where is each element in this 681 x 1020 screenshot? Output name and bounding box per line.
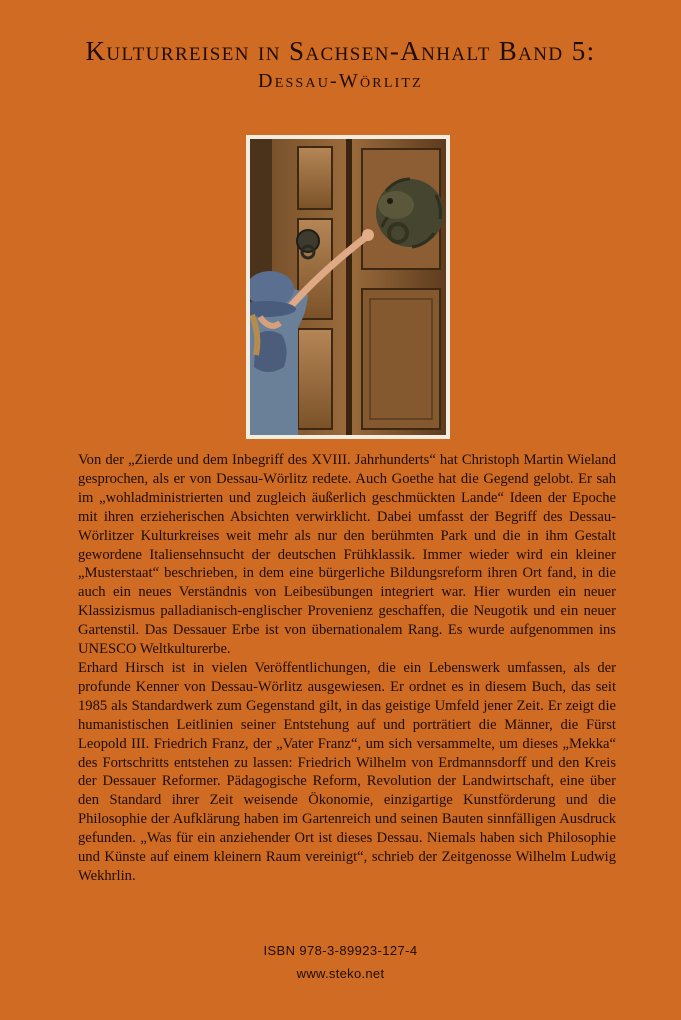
blurb-paragraph-1: Von der „Zierde und dem Inbegriff des XVIII. Jahrhunderts“ hat Christoph Martin Wieland gesprochen, als er von Dessau-Wörlitz redete. Auch Goethe hat die Gegend gelobt. Er sah im „wohladministrierten und zugleich äußerlich geschmückten Lande“ Ideen der Epoche mit ihren erzieherischen Absichten verwirklicht. Dabei umfasst der Begriff des Dessau-Wörlitzer Kulturkreises weit mehr als nur den berühmten Park und die in ihm Gestalt gewordene Italiensehnsucht der deutschen Frühklassik. Immer wieder wird ein kleiner „Musterstaat“ beschrieben, in dem eine bürgerliche Bildungsreform ihren Ort fand, in die auch ein neues Verständnis von Leibesübungen integriert war. Hier wurden ein neuer Klassizismus palladianisch-englischer Provenienz geschaffen, die Neugotik und ein neuer Gartenstil. Das Dessauer Erbe ist von übernationalem Rang. Es wurde aufgenommen ins UNESCO Weltkulturerbe. xyxy=(78,452,616,658)
volume-label: Band 5: xyxy=(498,36,596,66)
series-name: Kulturreisen in Sachsen-Anhalt xyxy=(85,36,491,66)
publisher-website: www.steko.net xyxy=(296,966,385,981)
back-cover-blurb xyxy=(78,451,616,886)
series-title xyxy=(0,36,681,67)
isbn-number: ISBN 978-3-89923-127-4 xyxy=(263,943,418,958)
book-subtitle: Dessau-Wörlitz xyxy=(258,70,423,92)
blurb-paragraph-2: Erhard Hirsch ist in vielen Veröffentlichungen, die ein Lebenswerk umfassen, als der profunde Kenner von Dessau-Wörlitz ausgewiesen. Er ordnet es in diesem Buch, das seit 1985 als Standardwerk zum Gegenstand gilt, in das geistige Umfeld jener Zeit. Er zeigt die humanistischen Leitlinien seiner Entstehung auf und porträtiert die Männer, die Fürst Leopold III. Friedrich Franz, der „Vater Franz“, um sich versammelte, um dieses „Mekka“ des Fortschritts entstehen zu lassen: Friedrich Wilhelm von Erdmannsdorff und den Kreis der Dessauer Reformer. Pädagogische Reform, Revolution der Landwirtschaft, eine über den Standard ihrer Zeit weisende Ökonomie, einzigartige Kunstförderung und die Philosophie der Aufklärung haben im Gartenreich und seinen Bauten sinnfälligen Ausdruck gefunden. „Was für ein anziehender Ort ist dieses Dessau. Niemals haben sich Philosophie und Künste auf einem kleinern Raum vereinigt“, schrieb der Zeitgenosse Wilhelm Ludwig Wekhrlin. xyxy=(78,659,616,884)
cover-photo xyxy=(246,135,450,439)
door-knocker-photo-icon xyxy=(250,139,446,435)
